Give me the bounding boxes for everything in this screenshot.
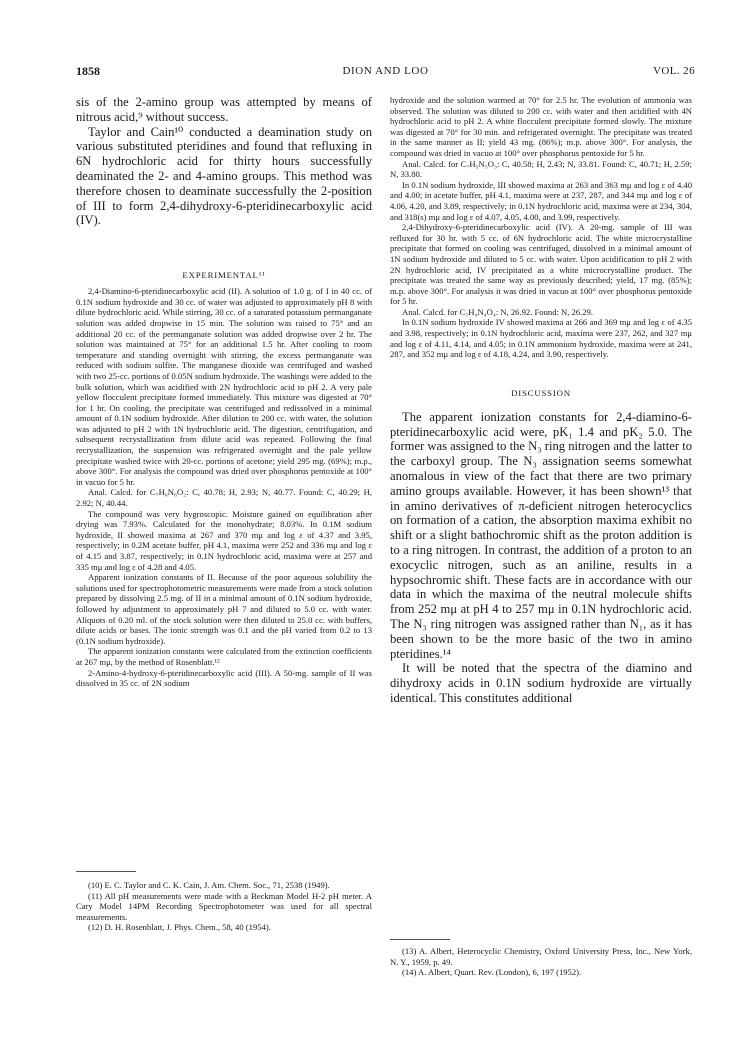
right-footnotes (390, 946, 692, 978)
footnote-rule-right (390, 939, 450, 940)
exp-compound-ii-spectra: The compound was very hygroscopic. Moisture gained on equilibration after drying was 7.93%. Calculated for the monohydrate; 8.03%. In 0.1M sodium hydroxide, II showed maxima at 267 and 370 mμ and log ε of 4.37 and 3.95, respectively; in 0.2M acetate buffer, pH 4.1, maxima were 252 and 336 mμ and log ε of 4.15 and 3.87, respectively; in 0.1N hydrochloric acid, maxima were at 257 and 335 mμ and log ε of 4.28 and 4.05. (76, 508, 372, 572)
footnote-rule-left (76, 871, 136, 872)
compound-iv-spectra: In 0.1N sodium hydroxide IV showed maxima at 266 and 369 mμ and log ε of 4.35 and 3.98, respectively; in 0.1N hydrochloric acid, maxima were 237, 262, and 327 mμ and log ε of 4.11, 4.14, and 4.05; in 0.1N ammonium hydroxide, maxima were at 241, 287, and 352 mμ and log ε of 4.18, 4.24, and 3.90, respectively. (390, 317, 692, 360)
exp-compound-ii-prep: 2,4-Diamino-6-pteridinecarboxylic acid (II). A solution of 1.0 g. of I in 40 cc. of 0.1N sodium hydroxide and 30 cc. of water was adjusted to approximately pH 8 with dilute hydrochloric acid. While stirring, 30 cc. of a saturated potassium permanganate solution was added dropwise in 15 min. The solution was raised to 75° and an additional 20 cc. of the permanganate solution was added dropwise over 2 hr. The solution was maintained at 75° for an additional 1.5 hr. After cooling to room temperature and standing overnight with stirring, the excess permanganate was reduced with sodium sulfite. The manganese dioxide was centrifuged and washed with two 25-cc. portions of 0.05N sodium hydroxide. The washings were added to the bulk solution, which was acidified with 2N hydrochloric acid to pH 2. A very pale yellow flocculent precipitate formed immediately. This mixture was digested at 70° for 1 hr. On cooling, the precipitate was centrifuged and redissolved in a minimal amount of 0.1N sodium hydroxide. After dilution to 200 cc. with water, the solution was adjusted to pH 2 with 1N hydrochloric acid. The digestion, centrifugation, and subsequent recrystallization from dilute acid was repeated. Following the final recrystallization, the suspension was refrigerated overnight and the pale yellow precipitate washed twice with 20-cc. portions of acetone; yield 295 mg. (69%); m.p., above 300°. For analysis the compound was dried over phosphorus pentoxide at 100° in vacuo for 5 hr. (76, 286, 372, 487)
discussion-paragraph-2: It will be noted that the spectra of the diamino and dihydroxy acids in 0.1N sodium hydroxide are virtually identical. This constitutes additional (390, 661, 692, 705)
compound-iii-spectra: In 0.1N sodium hydroxide, III showed maxima at 263 and 363 mμ and log ε of 4.40 and 4.00; in acetate buffer, pH 4.1, maxima were at 237, 287, and 344 mμ and log ε of 4.06, 4.20, and 3.89, respectively; in 0.1N hydrochloric acid, maxima were at 234, 304, and 318(s) mμ and log ε of 4.07, 4.05, 4.00, and 3.99, respectively. (390, 179, 692, 222)
footnote-10: (10) E. C. Taylor and C. K. Cain, J. Am. Chem. Soc., 71, 2538 (1949). (88, 880, 330, 890)
compound-iv-anal: Anal. Calcd. for C₇H₄N₄O₄: N, 26.92. Found: N, 26.29. (402, 306, 594, 317)
footnote-13: (13) A. Albert, Heterocyclic Chemistry, Oxford University Press, Inc., New York, N. Y., 1959, p. 49. (390, 946, 692, 967)
discussion-heading: DISCUSSION (511, 387, 571, 398)
running-authors: DION AND LOO (342, 65, 429, 77)
footnote-14: (14) A. Albert, Quart. Rev. (London), 6, 197 (1952). (402, 967, 582, 978)
exp-ionization-calc: The apparent ionization constants were calculated from the extinction coefficients at 267 mμ, by the method of Rosenblatt.¹² (76, 646, 372, 667)
intro-continued: sis of the 2-amino group was attempted by means of nitrous acid,⁹ without success. (76, 95, 372, 124)
footnote-11: (11) All pH measurements were made with a Beckman Model H-2 pH meter. A Cary Model 14PM Recording Spectrophotometer was used for all spectral measurements. (76, 890, 372, 922)
exp-compound-iii-start: 2-Amino-4-hydroxy-6-pteridinecarboxylic acid (III). A 50-mg. sample of II was dissolved in 35 cc. of 2N sodium (76, 667, 372, 689)
compound-iv-prep: 2,4-Dihydroxy-6-pteridinecarboxylic acid (IV). A 20-mg. sample of III was refluxed for 30 hr. with 5 cc. of 6N hydrochloric acid. The white microcrystalline precipitate that formed on cooling was centrifuged, dissolved in a minimal amount of 1N sodium hydroxide and diluted to 5 cc. with water. Upon acidification to pH 2 with 2N hydrochloric acid, IV precipitated as a white microcrystalline product. The precipitate was treated the same way as previously described; yield, 17 mg. (85%); m.p. above 300°. For analysis it was dried in vacuo at 100° over phosphorus pentoxide for 5 hr. (390, 222, 692, 307)
page-number: 1858 (76, 64, 100, 78)
compound-iii-continued: hydroxide and the solution warmed at 70° for 2.5 hr. The evolution of ammonia was observed. The solution was diluted to 200 cc. with water and then acidified with 4N hydrochloric acid to pH 2. A white flocculent precipitate formed slowly. The mixture was digested at 70° for 30 min. and refrigerated overnight. The precipitate was treated in the same manner as II; yield 43 mg. (86%); m.p. above 300°. For analysis, the compound was dried in vacuo at 100° over phosphorus pentoxide for 5 hr. (390, 95, 692, 158)
footnote-12: (12) D. H. Rosenblatt, J. Phys. Chem., 58, 40 (1954). (88, 922, 271, 933)
experimental-heading: EXPERIMENTAL¹¹ (182, 270, 266, 281)
right-column (390, 95, 692, 706)
left-column (76, 95, 372, 689)
left-footnotes (76, 880, 372, 933)
running-header (76, 64, 695, 80)
taylor-cain-paragraph: Taylor and Cain¹⁰ conducted a deamination study on various substituted pteridines and found that refluxing in 6N hydrochloric acid for thirty hours successfully deaminated the 2- and 4-amino groups. This method was therefore chosen to deaminate successfully the 2-position of III to form 2,4-dihydroxy-6-pteridinecarboxylic acid (IV). (76, 124, 372, 228)
volume-label: VOL. 26 (653, 65, 695, 77)
exp-compound-ii-anal: Anal. Calcd. for C₇H₆N₆O₂: C, 40.78; H, 2.93; N, 40.77. Found: C, 40.29; H, 2.92; N, 40.44. (76, 487, 372, 509)
exp-ionization-constants: Apparent ionization constants of II. Because of the poor aqueous solubility the solutions used for spectrophotometric measurements were made from a stock solution prepared by dissolving 2.5 mg. of II in a minimal amount of 0.1N sodium hydroxide, followed by adjustment to approximately pH 7 and diluted to 5.0 cc. with water. Aliquots of 0.20 ml. of the stock solution were then diluted to 25.0 cc. with buffers, dilute acids or bases. The ionic strength was 0.1 and the pH varied from 0.2 to 13 (0.1N sodium hydroxide). (76, 572, 372, 646)
discussion-paragraph-1: The apparent ionization constants for 2,4-diamino-6-pteridinecarboxylic acid were, pK₁ 1.4 and pK₂ 5.0. The former was assigned to the N₃ ring nitrogen and the latter to the carboxyl group. The N₃ assignation seems somewhat anomalous in view of the fact that there are two primary amino groups available. However, it has been shown¹³ that in amino derivatives of π-deficient nitrogen heterocyclics on formation of a cation, the absorption maxima exhibit no shift or a slight bathochromic shift as the proton addition is to a ring nitrogen. In contrast, the addition of a proton to an exocyclic nitrogen, such as an aniline, results in a hypsochromic shift. These facts are in accordance with our data in which the maxima of the neutral molecule shifts from 252 mμ at pH 4 to 257 mμ in 0.1N hydrochloric acid. The N₃ ring nitrogen was assigned rather than N₁, as it has been shown to be the more basic of the two in amino pteridines.¹⁴ (390, 409, 693, 661)
compound-iii-anal: Anal. Calcd. for C₇H₅N₅O₃: C, 40.58; H, 2.43; N, 33.81. Found: C, 40.71; H, 2.59; N, 33.80. (390, 158, 692, 180)
